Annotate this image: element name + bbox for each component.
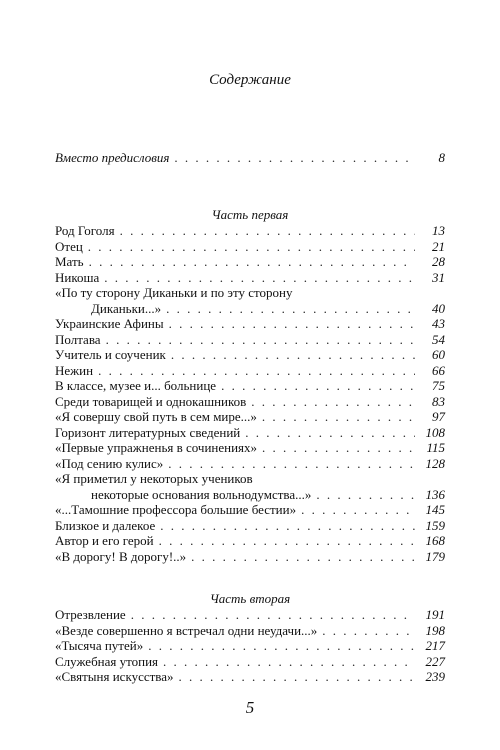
toc-entry xyxy=(55,456,445,472)
toc-entry-page: 198 xyxy=(425,622,445,638)
dot-leader xyxy=(262,409,415,425)
toc-entry xyxy=(55,425,445,441)
toc-entry xyxy=(55,440,445,456)
dot-leader xyxy=(169,316,415,332)
dot-leader xyxy=(160,518,415,534)
toc-entry-text: Отрезвление xyxy=(55,607,126,622)
toc-entry-page: 179 xyxy=(425,548,445,564)
toc-entry-preface xyxy=(55,150,445,166)
toc-entry-text: Среди товарищей и однокашников xyxy=(55,393,247,409)
toc-entry-page: 8 xyxy=(438,150,445,165)
toc-entry-text: Украинские Афины xyxy=(55,316,164,331)
toc-entry-page: 97 xyxy=(432,409,445,424)
toc-entry-text: «Я приметил у некоторых учеников xyxy=(55,471,253,486)
dot-leader xyxy=(221,378,415,394)
toc-entry xyxy=(55,394,445,410)
toc-entry-page: 83 xyxy=(432,393,445,409)
dot-leader xyxy=(104,270,415,286)
toc-entry xyxy=(55,638,445,654)
toc-entry-page: 66 xyxy=(432,362,445,378)
toc-entry xyxy=(55,623,445,639)
toc-entry-text: Служебная утопия xyxy=(55,653,159,669)
dot-leader xyxy=(316,487,415,503)
toc-entry xyxy=(55,347,445,363)
toc-entry-page: 128 xyxy=(425,455,445,471)
toc-entry xyxy=(55,332,445,348)
dot-leader xyxy=(262,440,415,456)
toc-entry-page: 28 xyxy=(432,254,445,269)
toc-entry-page: 159 xyxy=(425,517,445,533)
dot-leader xyxy=(148,638,415,654)
toc-entry xyxy=(55,239,445,255)
toc-entry-text-continued: некоторые основания вольнодумства...» xyxy=(91,486,312,502)
page-number: 5 xyxy=(245,698,255,717)
toc-entry-page: 108 xyxy=(425,424,445,440)
toc-entry-text: В классе, музее и... больнице xyxy=(55,378,217,393)
toc-entry xyxy=(55,669,445,685)
dot-leader xyxy=(88,239,415,255)
toc-entry xyxy=(55,502,445,518)
toc-entry-text: Мать xyxy=(55,254,84,269)
toc-entry-page: 75 xyxy=(432,378,445,393)
toc-entry xyxy=(55,254,445,270)
toc-entry-text: Учитель и соученик xyxy=(55,347,166,362)
toc-entry-page: 168 xyxy=(425,533,445,548)
toc-entry-page: 239 xyxy=(425,669,445,684)
toc-entry xyxy=(55,378,445,394)
toc-entry-page: 21 xyxy=(432,238,445,254)
toc-entry-page: 60 xyxy=(432,347,445,362)
toc-entry-text: «...Тамошние профессора большие бестии» xyxy=(55,502,297,517)
toc-entry-page: 40 xyxy=(432,300,445,316)
dot-leader xyxy=(301,502,415,518)
toc-entry-text-continued: Диканьки...» xyxy=(91,300,162,316)
toc-entry xyxy=(55,409,445,425)
toc-entry-page: 227 xyxy=(425,653,445,669)
page-title: Содержание xyxy=(209,72,291,88)
toc-entry-text: Близкое и далекое xyxy=(55,517,156,533)
dot-leader xyxy=(191,549,415,565)
toc-entry-page: 54 xyxy=(432,331,445,347)
dot-leader xyxy=(179,669,415,685)
dot-leader xyxy=(120,223,415,239)
toc-entry-text: Вместо предисловия xyxy=(55,150,170,165)
dot-leader xyxy=(98,363,415,379)
toc-entry-text: Никоша xyxy=(55,269,100,285)
toc-entry-text: Горизонт литературных сведений xyxy=(55,424,241,440)
toc-entry xyxy=(55,607,445,623)
section-heading-part-two: Часть вторая xyxy=(209,591,291,606)
dot-leader xyxy=(251,394,415,410)
toc-entry xyxy=(55,270,445,286)
toc-entry xyxy=(55,223,445,239)
toc-entry-page: 31 xyxy=(432,269,445,285)
dot-leader xyxy=(163,654,415,670)
dot-leader xyxy=(89,254,415,270)
toc-entry-page: 13 xyxy=(432,223,445,238)
dot-leader xyxy=(159,533,415,549)
toc-entry xyxy=(55,471,445,502)
toc-entry xyxy=(55,518,445,534)
toc-entry-page: 43 xyxy=(432,316,445,331)
toc-entry-text: «Я совершу свой путь в сем мире...» xyxy=(55,409,257,424)
toc-entry-page: 191 xyxy=(425,607,445,622)
toc-entry-text: «Святыня искусства» xyxy=(55,669,174,684)
toc-entry-text: «Первые упражненья в сочинениях» xyxy=(55,440,258,455)
toc-entry-text: Род Гоголя xyxy=(55,223,115,238)
dot-leader xyxy=(166,301,415,317)
toc-entry-text: «Тысяча путей» xyxy=(55,638,144,653)
dot-leader xyxy=(171,347,415,363)
toc-entry-text: «Под сению кулис» xyxy=(55,455,164,471)
toc-entry-text: «По ту сторону Диканьки и по эту сторону xyxy=(55,285,293,300)
toc-entry-text: «Везде совершенно я встречал одни неудачи...» xyxy=(55,622,318,638)
dot-leader xyxy=(168,456,415,472)
toc-entry-text: «В дорогу! В дорогу!..» xyxy=(55,548,187,564)
toc-entry xyxy=(55,549,445,565)
section-heading-part-one: Часть первая xyxy=(211,207,289,222)
toc-entry xyxy=(55,654,445,670)
toc-entry xyxy=(55,316,445,332)
toc-entry-page: 145 xyxy=(425,502,445,517)
dot-leader xyxy=(245,425,415,441)
toc-entry xyxy=(55,363,445,379)
toc-entry xyxy=(55,285,445,316)
toc-entry-page: 115 xyxy=(426,440,445,455)
toc-entry-text: Полтава xyxy=(55,331,101,347)
dot-leader xyxy=(106,332,415,348)
dot-leader xyxy=(131,607,415,623)
dot-leader xyxy=(322,623,415,639)
dot-leader xyxy=(174,150,415,166)
toc-entry-text: Нежин xyxy=(55,362,94,378)
toc-entry-page: 136 xyxy=(425,486,445,502)
toc-entry-text: Отец xyxy=(55,238,83,254)
toc-entry-page: 217 xyxy=(425,638,445,653)
toc-entry-text: Автор и его герой xyxy=(55,533,154,548)
toc-entry xyxy=(55,533,445,549)
